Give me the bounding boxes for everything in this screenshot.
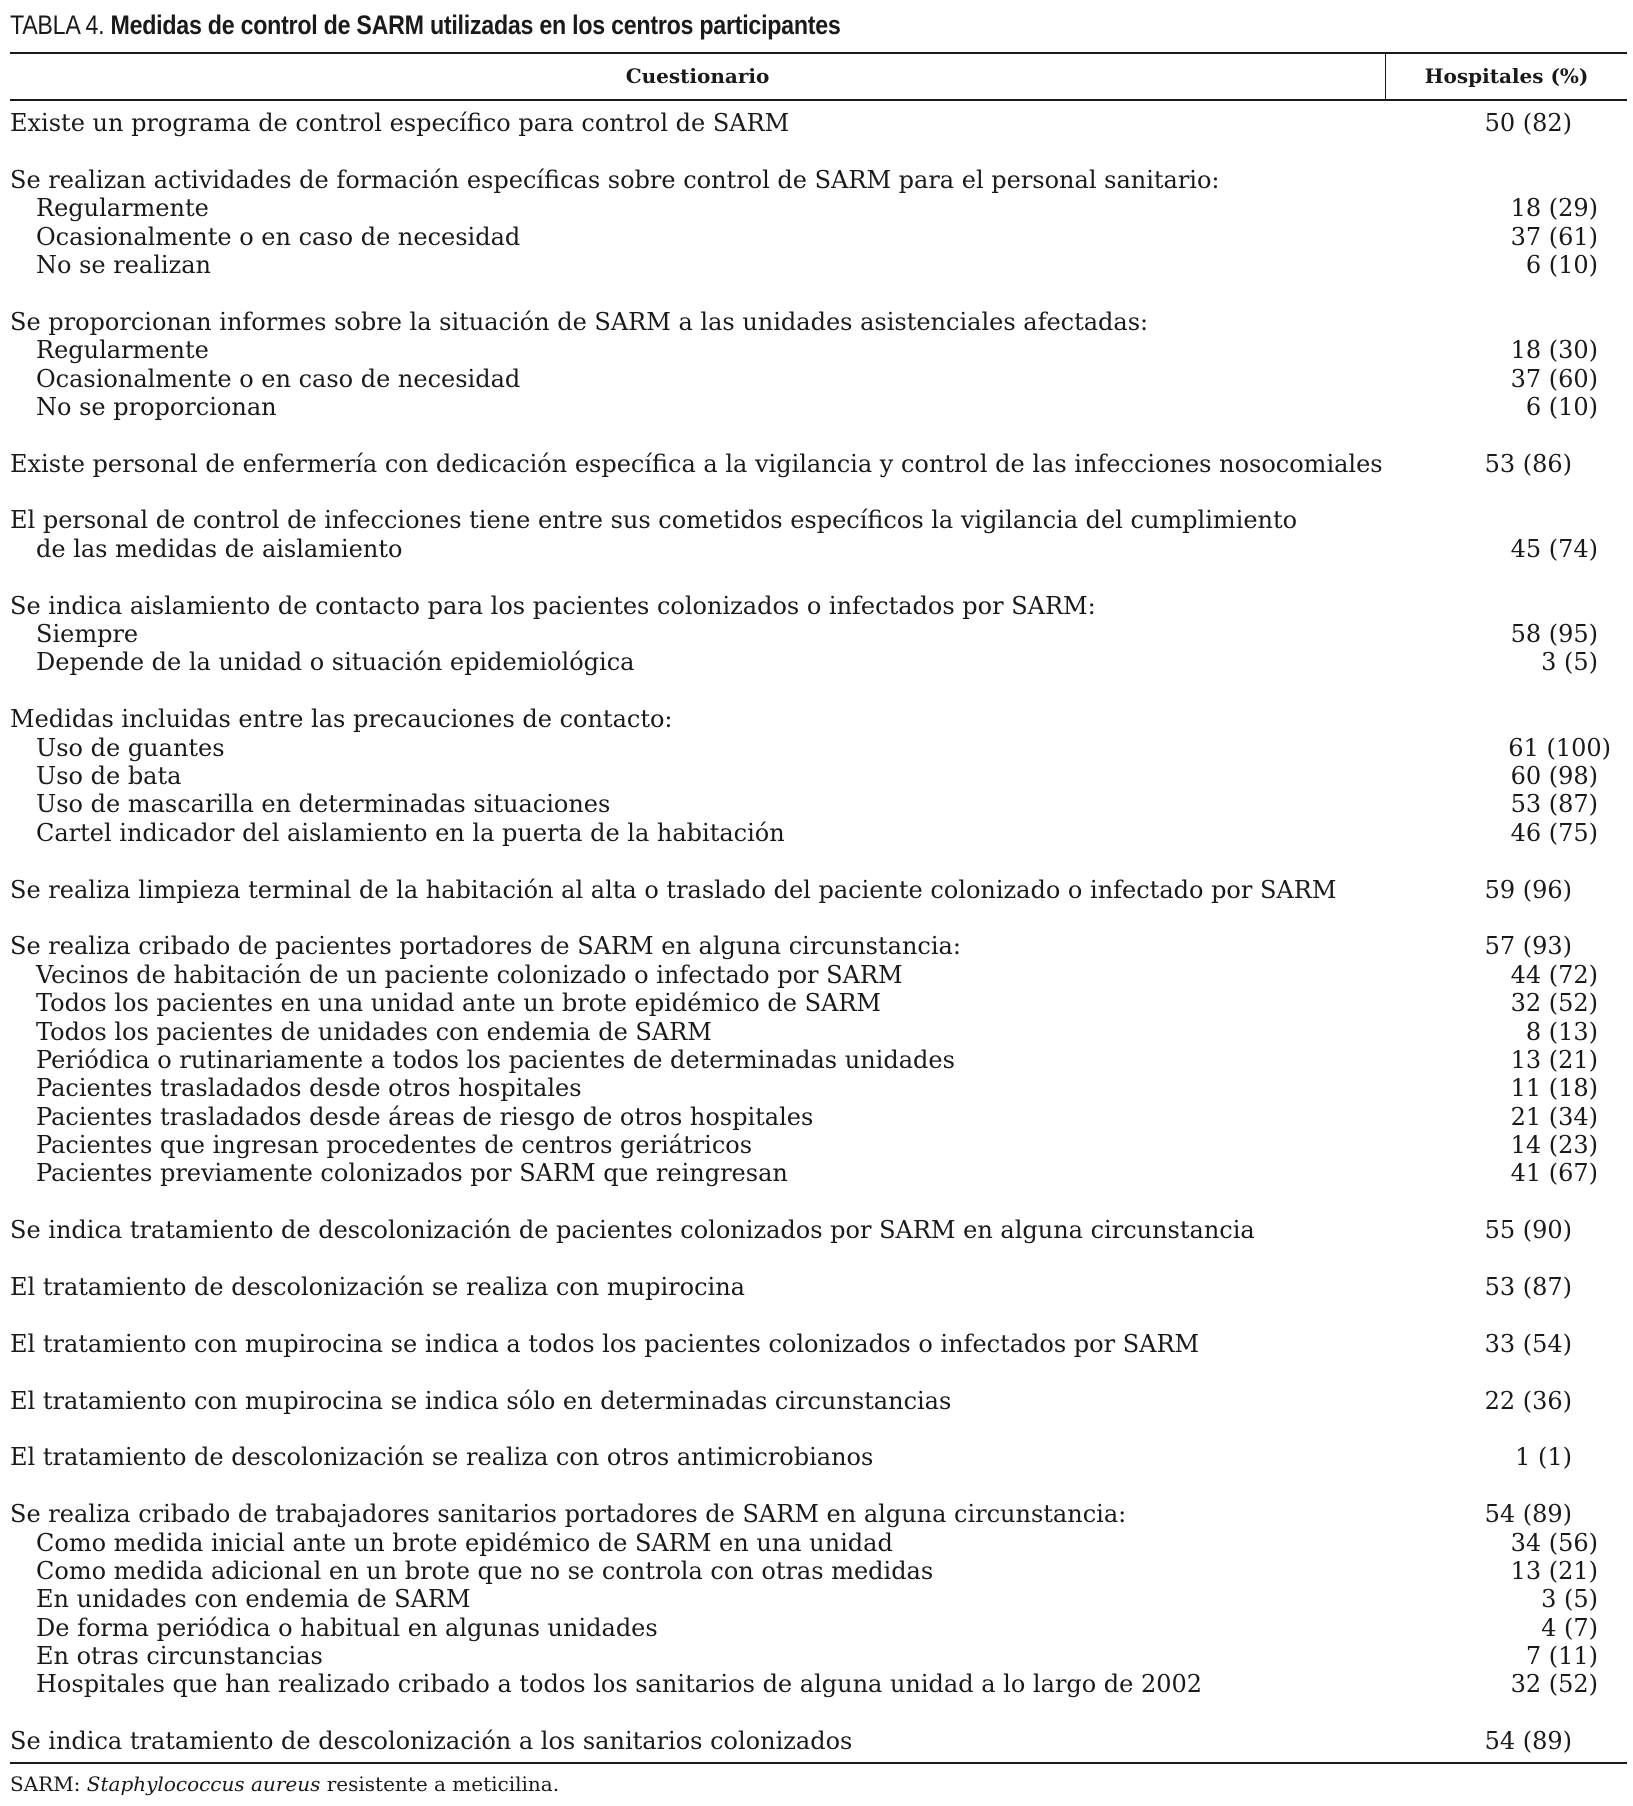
table-row	[10, 1159, 1627, 1187]
question-cell: Ocasionalmente o en caso de necesidad	[36, 222, 521, 251]
value-cell: 46 (75)	[1510, 818, 1598, 847]
value-cell: 53 (86)	[1484, 449, 1572, 478]
question-cell: Todos los pacientes de unidades con endemia de SARM	[36, 1017, 712, 1046]
table-row	[10, 989, 1627, 1017]
table-header	[10, 54, 1627, 101]
question-cell: Pacientes que ingresan procedentes de centros geriátricos	[36, 1131, 753, 1160]
value-cell: 44 (72)	[1510, 960, 1598, 989]
row-group	[10, 1443, 1627, 1471]
table-container	[10, 6, 1627, 1802]
table-row	[10, 592, 1627, 620]
question-cell: En otras circunstancias	[36, 1642, 323, 1671]
question-cell: Uso de mascarilla en determinadas situaciones	[36, 790, 611, 819]
table-row	[10, 506, 1627, 534]
value-cell: 3 (5)	[1541, 1585, 1598, 1614]
value-cell: 54 (89)	[1484, 1500, 1572, 1529]
value-cell: 22 (36)	[1484, 1386, 1572, 1415]
table-row	[10, 1074, 1627, 1102]
table-row	[10, 1727, 1627, 1755]
table-row	[10, 1585, 1627, 1613]
value-cell	[1430, 506, 1572, 534]
question-cell: Vecinos de habitación de un paciente colonizado o infectado por SARM	[36, 960, 903, 989]
value-cell: 7 (11)	[1525, 1642, 1598, 1671]
question-cell: Se proporcionan informes sobre la situación de SARM a las unidades asistenciales afectadas:	[10, 307, 1149, 336]
question-cell: Hospitales que han realizado cribado a todos los sanitarios de alguna unidad a lo largo de 2002	[36, 1670, 1203, 1699]
table-row	[10, 876, 1627, 904]
question-cell: Se realiza cribado de trabajadores sanitarios portadores de SARM en alguna circunstancia:	[10, 1500, 1127, 1529]
table-row	[10, 166, 1627, 194]
question-cell: de las medidas de aislamiento	[36, 534, 403, 563]
question-cell: No se realizan	[36, 250, 211, 279]
value-cell: 33 (54)	[1484, 1329, 1572, 1358]
value-cell: 1 (1)	[1515, 1443, 1572, 1472]
question-cell: Pacientes trasladados desde áreas de riesgo de otros hospitales	[36, 1102, 814, 1131]
table-row	[10, 109, 1627, 137]
table-row	[10, 790, 1627, 818]
question-cell: Periódica o rutinariamente a todos los pacientes de determinadas unidades	[36, 1045, 955, 1074]
question-cell: El tratamiento con mupirocina se indica a todos los pacientes colonizados o infectados por SARM	[10, 1329, 1200, 1358]
table-row	[10, 365, 1627, 393]
question-cell: Uso de bata	[36, 761, 182, 790]
table-row	[10, 194, 1627, 222]
value-cell: 50 (82)	[1484, 109, 1572, 137]
question-cell: Pacientes trasladados desde otros hospitales	[36, 1074, 582, 1103]
table-row	[10, 648, 1627, 676]
question-cell: El tratamiento de descolonización se realiza con otros antimicrobianos	[10, 1443, 874, 1472]
question-cell: Regularmente	[36, 336, 209, 365]
value-cell: 41 (67)	[1510, 1159, 1598, 1188]
row-group	[10, 592, 1627, 677]
table-row	[10, 308, 1627, 336]
row-group	[10, 109, 1627, 137]
table-row	[10, 932, 1627, 960]
value-cell: 34 (56)	[1510, 1528, 1598, 1557]
table-row	[10, 1103, 1627, 1131]
table-body	[10, 101, 1627, 1756]
table-title-text: Medidas de control de SARM utilizadas en los centros participantes	[110, 10, 841, 40]
value-cell: 13 (21)	[1510, 1045, 1598, 1074]
table-row	[10, 819, 1627, 847]
table-row	[10, 1387, 1627, 1415]
value-cell: 6 (10)	[1525, 392, 1598, 421]
value-cell: 60 (98)	[1510, 761, 1598, 790]
value-cell: 37 (60)	[1510, 364, 1598, 393]
value-cell: 3 (5)	[1541, 648, 1598, 677]
question-cell: El tratamiento de descolonización se realiza con mupirocina	[10, 1273, 745, 1302]
value-cell: 61 (100)	[1508, 733, 1611, 762]
row-group	[10, 1387, 1627, 1415]
table-row	[10, 620, 1627, 648]
question-cell: Todos los pacientes en una unidad ante un brote epidémico de SARM	[36, 989, 881, 1018]
table-row	[10, 450, 1627, 478]
question-cell: De forma periódica o habitual en algunas unidades	[36, 1613, 658, 1642]
column-header-hospitals: Hospitales (%)	[1424, 64, 1589, 88]
value-cell: 14 (23)	[1510, 1131, 1598, 1160]
table-row	[10, 1670, 1627, 1698]
table-row	[10, 1273, 1627, 1301]
table-row	[10, 1018, 1627, 1046]
value-cell	[1430, 705, 1572, 733]
question-cell: Se indica tratamiento de descolonización de pacientes colonizados por SARM en alguna circunstancia	[10, 1216, 1255, 1245]
table-row	[10, 1614, 1627, 1642]
footnote-species: Staphylococcus aureus	[86, 1771, 321, 1796]
table-row	[10, 705, 1627, 733]
row-group	[10, 1273, 1627, 1301]
table-row	[10, 251, 1627, 279]
value-cell: 21 (34)	[1510, 1102, 1598, 1131]
question-cell: Como medida adicional en un brote que no se controla con otras medidas	[36, 1556, 934, 1585]
question-cell: Cartel indicador del aislamiento en la puerta de la habitación	[36, 818, 785, 847]
table-row	[10, 1642, 1627, 1670]
table-row	[10, 223, 1627, 251]
row-group	[10, 506, 1627, 563]
question-cell: Se realiza limpieza terminal de la habitación al alta o traslado del paciente colonizado o infectado por SARM	[10, 875, 1337, 904]
value-cell: 59 (96)	[1484, 875, 1572, 904]
row-group	[10, 308, 1627, 422]
value-cell: 45 (74)	[1510, 534, 1598, 563]
table-row	[10, 1500, 1627, 1528]
question-cell: Ocasionalmente o en caso de necesidad	[36, 364, 521, 393]
value-cell: 4 (7)	[1541, 1613, 1598, 1642]
value-cell: 55 (90)	[1484, 1216, 1572, 1245]
column-header-question: Cuestionario	[10, 54, 1386, 99]
value-cell: 11 (18)	[1510, 1074, 1598, 1103]
question-cell: Se realizan actividades de formación específicas sobre control de SARM para el personal sanitario:	[10, 165, 1220, 194]
row-group	[10, 1330, 1627, 1358]
table-row	[10, 734, 1627, 762]
table-row	[10, 762, 1627, 790]
table-row	[10, 1443, 1627, 1471]
question-cell: El personal de control de infecciones tiene entre sus cometidos específicos la vigilancia del cumplimiento	[10, 506, 1298, 535]
value-cell	[1430, 592, 1572, 620]
value-cell: 13 (21)	[1510, 1556, 1598, 1585]
table-row	[10, 336, 1627, 364]
table-row	[10, 1529, 1627, 1557]
row-group	[10, 705, 1627, 847]
row-group	[10, 450, 1627, 478]
question-cell: Medidas incluidas entre las precauciones de contacto:	[10, 705, 673, 734]
question-cell: Existe un programa de control específico para control de SARM	[10, 109, 790, 137]
value-cell: 58 (95)	[1510, 620, 1598, 649]
table-row	[10, 393, 1627, 421]
value-cell: 8 (13)	[1525, 1017, 1598, 1046]
value-cell: 37 (61)	[1510, 222, 1598, 251]
question-cell: El tratamiento con mupirocina se indica sólo en determinadas circunstancias	[10, 1386, 952, 1415]
question-cell: Pacientes previamente colonizados por SARM que reingresan	[36, 1159, 788, 1188]
table-row	[10, 535, 1627, 563]
table-row	[10, 1046, 1627, 1074]
value-cell: 53 (87)	[1510, 790, 1598, 819]
value-cell: 18 (30)	[1510, 336, 1598, 365]
table-label: TABLA 4.	[10, 10, 105, 40]
footnote-prefix: SARM:	[10, 1771, 87, 1796]
value-cell: 6 (10)	[1525, 250, 1598, 279]
table-row	[10, 961, 1627, 989]
question-cell: En unidades con endemia de SARM	[36, 1585, 471, 1614]
row-group	[10, 932, 1627, 1188]
value-cell: 53 (87)	[1484, 1273, 1572, 1302]
row-group	[10, 1727, 1627, 1755]
question-cell: Depende de la unidad o situación epidemiológica	[36, 648, 635, 677]
footnote-suffix: resistente a meticilina.	[320, 1771, 560, 1796]
row-group	[10, 876, 1627, 904]
table-row	[10, 1216, 1627, 1244]
row-group	[10, 1500, 1627, 1699]
value-cell: 18 (29)	[1510, 194, 1598, 223]
question-cell: Se indica aislamiento de contacto para los pacientes colonizados o infectados por SARM:	[10, 591, 1096, 620]
value-cell: 57 (93)	[1484, 932, 1572, 961]
value-cell: 54 (89)	[1484, 1727, 1572, 1756]
row-group	[10, 1216, 1627, 1244]
table-row	[10, 1330, 1627, 1358]
value-cell	[1430, 166, 1572, 194]
row-group	[10, 166, 1627, 280]
value-cell: 32 (52)	[1510, 1670, 1598, 1699]
question-cell: Uso de guantes	[36, 733, 225, 762]
value-cell: 32 (52)	[1510, 989, 1598, 1018]
question-cell: Regularmente	[36, 194, 209, 223]
question-cell: No se proporcionan	[36, 392, 277, 421]
table-row	[10, 1557, 1627, 1585]
question-cell: Se realiza cribado de pacientes portadores de SARM en alguna circunstancia:	[10, 932, 961, 961]
question-cell: Se indica tratamiento de descolonización a los sanitarios colonizados	[10, 1727, 853, 1756]
question-cell: Existe personal de enfermería con dedicación específica a la vigilancia y control de las infecciones nosocomiales	[10, 449, 1383, 478]
table-footnote	[10, 1764, 1627, 1802]
value-cell	[1430, 308, 1572, 336]
question-cell: Como medida inicial ante un brote epidémico de SARM en una unidad	[36, 1528, 893, 1557]
table-title	[10, 6, 1401, 50]
table-row	[10, 1131, 1627, 1159]
question-cell: Siempre	[36, 620, 139, 649]
